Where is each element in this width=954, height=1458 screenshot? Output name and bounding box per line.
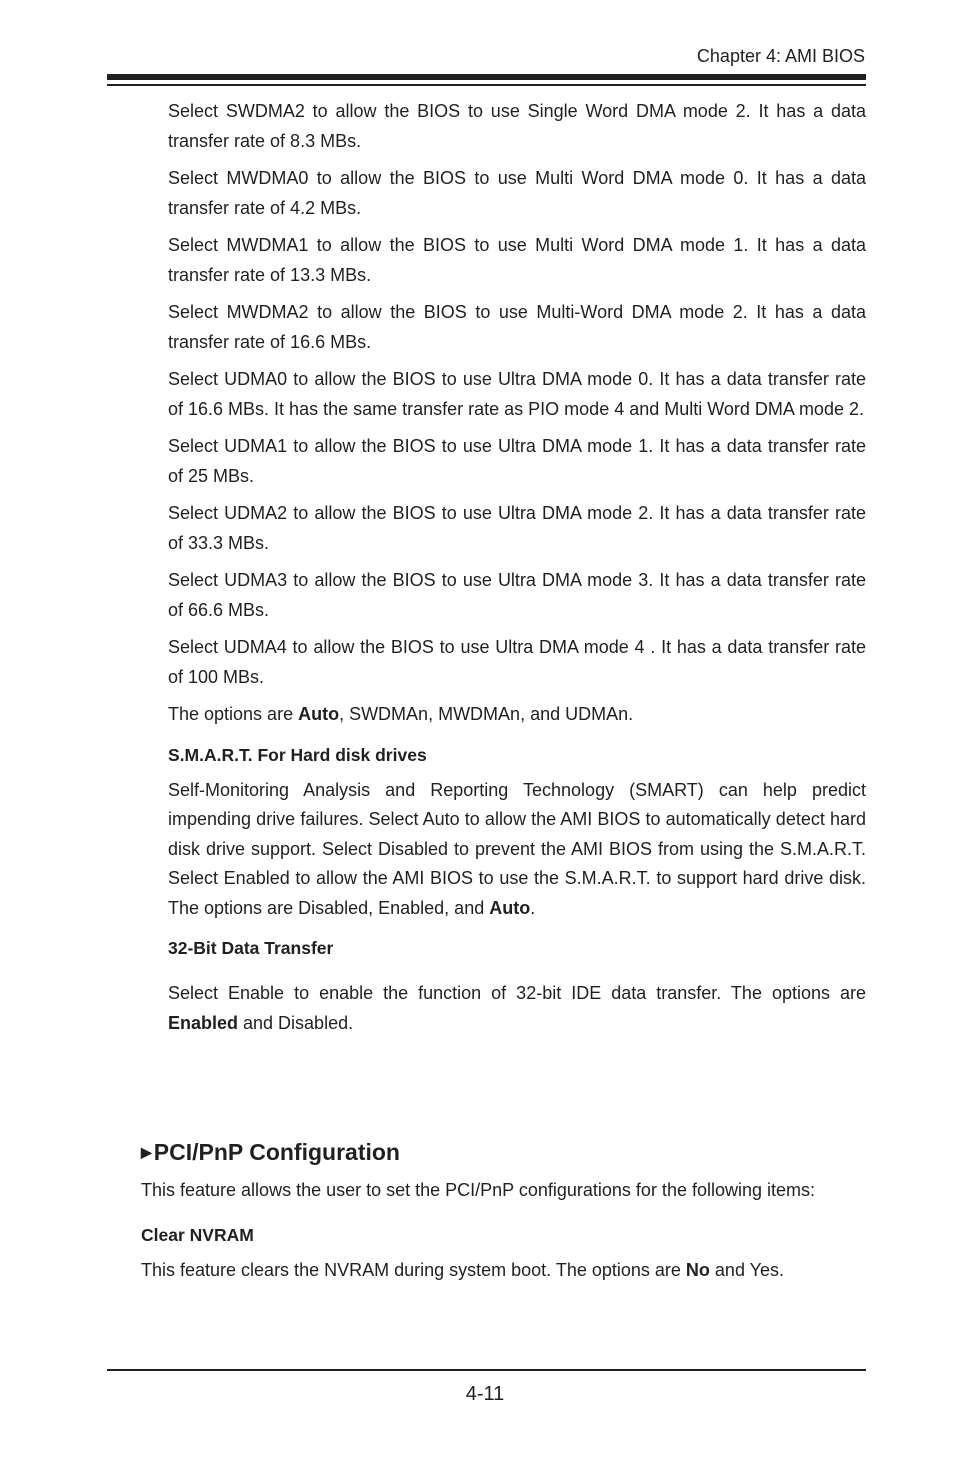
dma-mode-udma4: Select UDMA4 to allow the BIOS to use Ultra DMA mode 4 . It has a data transfer rate of 100 MBs. [168, 637, 866, 687]
dma-mode-mwdma2: Select MWDMA2 to allow the BIOS to use Multi-Word DMA mode 2. It has a data transfer rate of 16.6 MBs. [168, 302, 866, 352]
footer-rule [107, 1369, 866, 1371]
dma-mode-udma0: Select UDMA0 to allow the BIOS to use Ultra DMA mode 0. It has a data transfer rate of 16.6 MBs. It has the same transfer rate as PIO mode 4 and Multi Word DMA mode 2. [168, 369, 866, 419]
transfer32-end: and Disabled. [238, 1012, 354, 1033]
dma-mode-udma2: Select UDMA2 to allow the BIOS to use Ultra DMA mode 2. It has a data transfer rate of 33.3 MBs. [168, 503, 866, 553]
transfer32-default: Enabled [168, 1012, 239, 1033]
dma-options-default: Auto [298, 704, 340, 724]
triangle-right-icon: ▶ [141, 1144, 152, 1160]
smart-end: . [530, 897, 536, 918]
chapter-header: Chapter 4: AMI BIOS [696, 46, 865, 66]
header-rule-thick [107, 74, 866, 80]
dma-mode-mwdma0: Select MWDMA0 to allow the BIOS to use Multi Word DMA mode 0. It has a data transfer rate of 4.2 MBs. [168, 168, 866, 218]
header-rule-thin [107, 84, 866, 86]
clear-nvram-heading: Clear NVRAM [141, 1224, 254, 1245]
clear-nvram-end: and Yes. [709, 1259, 784, 1280]
transfer32-heading: 32-Bit Data Transfer [168, 938, 334, 958]
transfer32-body: Select Enable to enable the function of 32-bit IDE data transfer. The options are [168, 983, 866, 1003]
ide-settings-content [168, 97, 866, 1046]
page-number: 4-11 [465, 1383, 505, 1405]
smart-heading: S.M.A.R.T. For Hard disk drives [168, 744, 427, 765]
dma-mode-mwdma1: Select MWDMA1 to allow the BIOS to use Multi Word DMA mode 1. It has a data transfer rate of 13.3 MBs. [168, 235, 866, 285]
clear-nvram-description [141, 1256, 866, 1286]
clear-nvram-body: This feature clears the NVRAM during system boot. The options are [141, 1259, 686, 1280]
smart-body: Self-Monitoring Analysis and Reporting Technology (SMART) can help predict impending drive failures. Select Auto to allow the AMI BIOS to automatically detect hard disk drive support. Select Disabled to prevent the AMI BIOS from using the S.M.A.R.T. Select Enabled to allow the AMI BIOS to use the S.M.A.R.T. to support hard drive disk. The options are Disabled, Enabled, and [168, 779, 866, 918]
dma-mode-udma1: Select UDMA1 to allow the BIOS to use Ultra DMA mode 1. It has a data transfer rate of 25 MBs. [168, 436, 866, 486]
pci-pnp-section [141, 1134, 866, 1293]
dma-mode-swdma2: Select SWDMA2 to allow the BIOS to use Single Word DMA mode 2. It has a data transfer rate of 8.3 MBs. [168, 101, 866, 151]
dma-options-prefix: The options are [168, 704, 299, 724]
dma-mode-udma3: Select UDMA3 to allow the BIOS to use Ultra DMA mode 3. It has a data transfer rate of 66.6 MBs. [168, 570, 866, 620]
pci-pnp-intro: This feature allows the user to set the PCI/PnP configurations for the following items: [141, 1180, 816, 1200]
dma-options [168, 700, 866, 730]
pci-pnp-title-text: PCI/PnP Configuration [153, 1139, 400, 1165]
pci-pnp-title [141, 1134, 866, 1170]
clear-nvram-default: No [685, 1259, 710, 1280]
smart-description [168, 776, 866, 924]
smart-default: Auto [489, 897, 531, 918]
dma-options-rest: , SWDMAn, MWDMAn, and UDMAn. [339, 704, 634, 724]
transfer32-description [168, 979, 866, 1038]
